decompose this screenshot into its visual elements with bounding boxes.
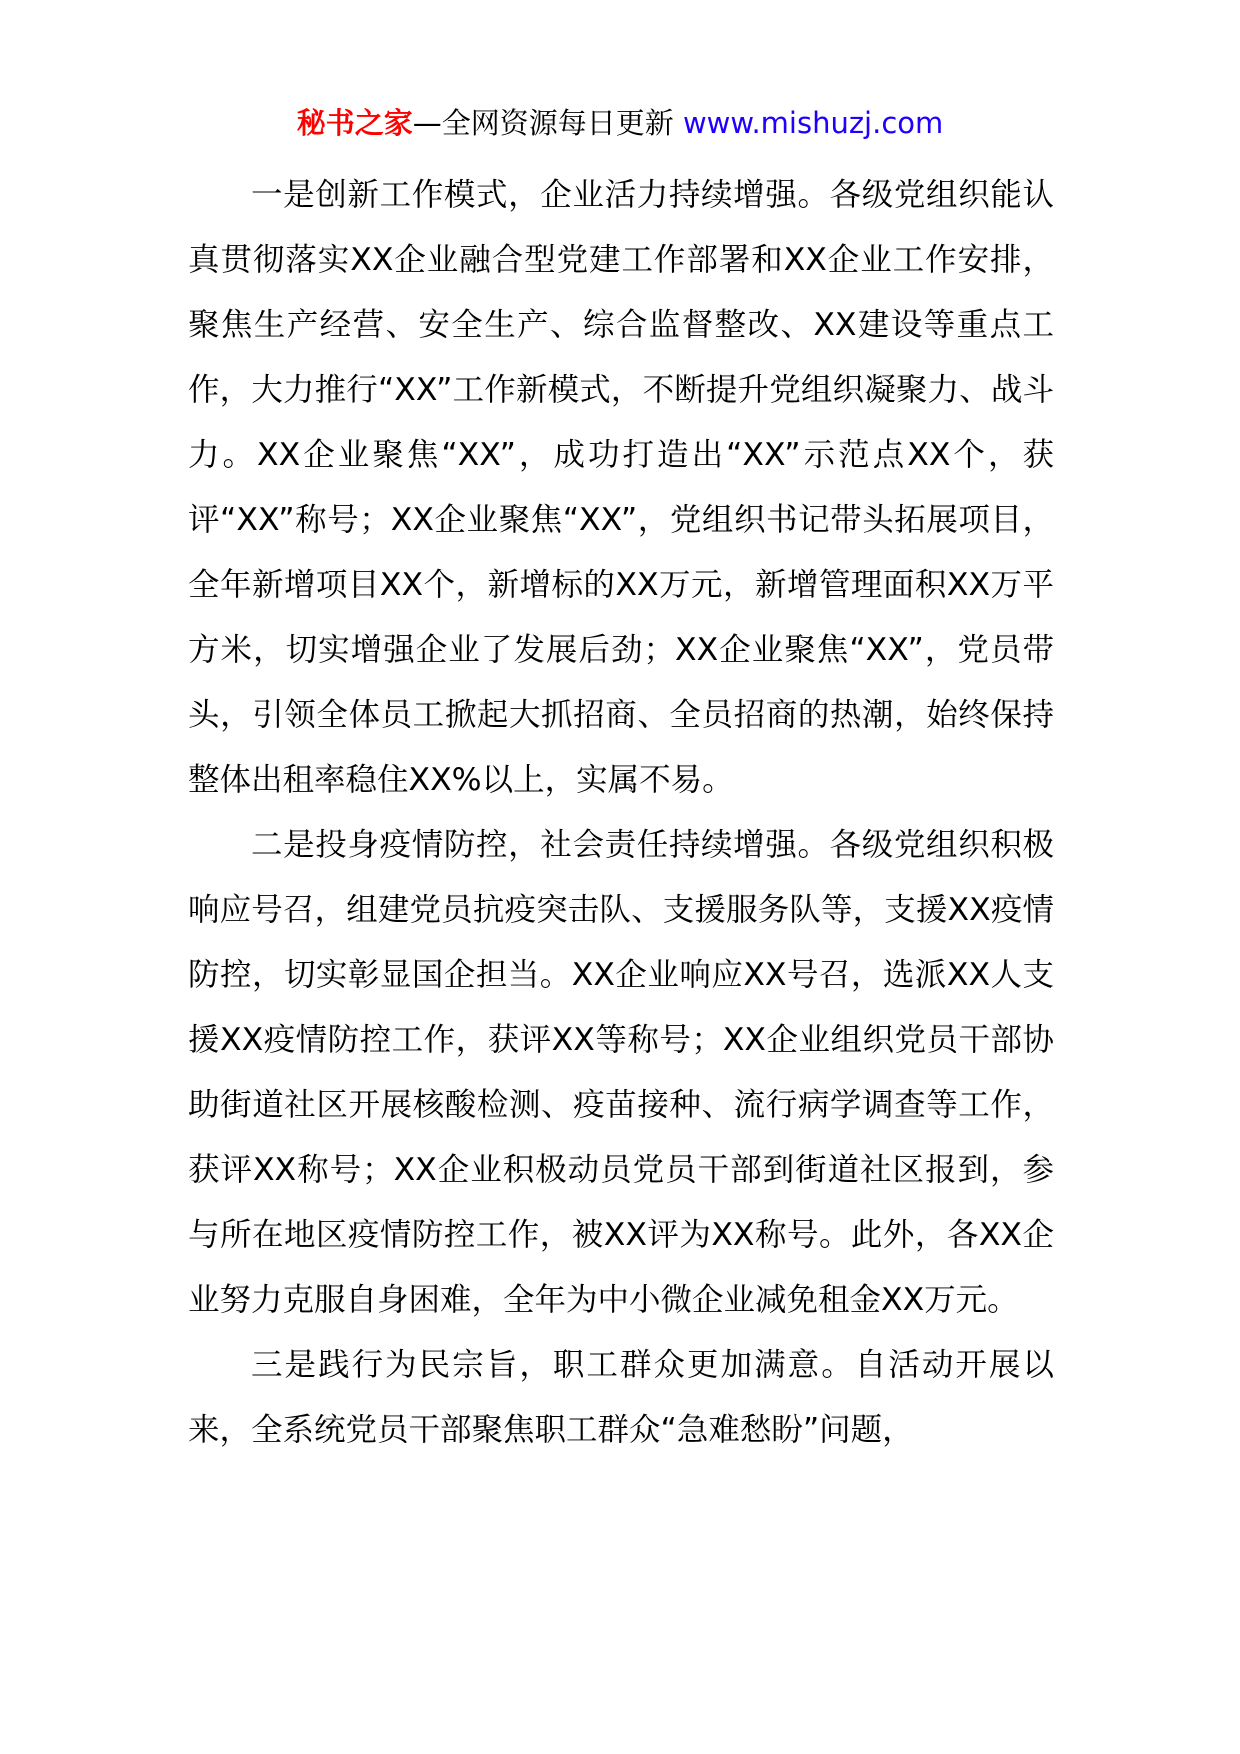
brand-name: 秘书之家 xyxy=(296,106,413,140)
paragraph-2: 二是投身疫情防控，社会责任持续增强。各级党组织积极响应号召，组建党员抗疫突击队、支援服务队等，支援XX疫情防控，切实彰显国企担当。XX企业响应XX号召，选派XX人支援XX疫情防控工作，获评XX等称号；XX企业组织党员干部协助街道社区开展核酸检测、疫苗接种、流行病学调查等工作，获评XX称号；XX企业积极动员党员干部到街道社区报到，参与所在地区疫情防控工作，被XX评为XX称号。此外，各XX企业努力克服自身困难，全年为中小微企业减免租金XX万元。 xyxy=(188,827,1054,1318)
header-tagline: —全网资源每日更新 xyxy=(412,106,683,140)
document-body xyxy=(188,163,1054,1463)
header-url[interactable]: www.mishuzj.com xyxy=(682,106,944,140)
paragraph-3: 三是践行为民宗旨，职工群众更加满意。自活动开展以来，全系统党员干部聚焦职工群众“急难愁盼”问题， xyxy=(188,1347,1054,1448)
paragraph-1: 一是创新工作模式，企业活力持续增强。各级党组织能认真贯彻落实XX企业融合型党建工作部署和XX企业工作安排，聚焦生产经营、安全生产、综合监督整改、XX建设等重点工作，大力推行“XX”工作新模式，不断提升党组织凝聚力、战斗力。XX企业聚焦“XX”，成功打造出“XX”示范点XX个，获评“XX”称号；XX企业聚焦“XX”，党组织书记带头拓展项目，全年新增项目XX个，新增标的XX万元，新增管理面积XX万平方米，切实增强企业了发展后劲；XX企业聚焦“XX”，党员带头，引领全体员工掀起大抓招商、全员招商的热潮，始终保持整体出租率稳住XX%以上，实属不易。 xyxy=(188,177,1054,798)
page-header xyxy=(0,100,1240,146)
